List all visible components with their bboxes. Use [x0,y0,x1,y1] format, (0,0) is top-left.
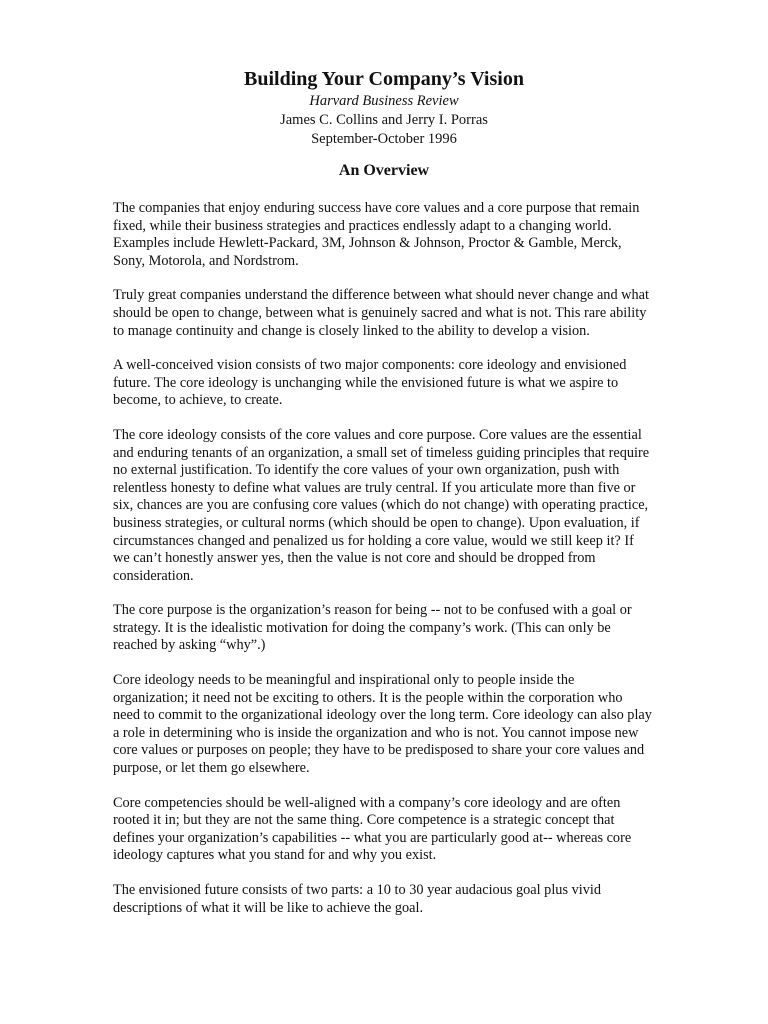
body-text [113,200,653,934]
document-title: Building Your Company’s Vision [244,68,524,90]
publication-date: September-October 1996 [311,131,457,147]
paragraph: Core competencies should be well-aligned with a company’s core ideology and are often rooted it in; but they are not the same thing. Core competence is a strategic concept that defines your organization’s capabilities -- what you are particularly good at-- whereas core ideology captures what you stand for and why you exist. [113,794,632,864]
paragraph: The core purpose is the organization’s reason for being -- not to be confused with a goal or strategy. It is the idealistic motivation for doing the company’s work. (This can only be reached by asking “why”.) [113,602,632,654]
section-heading: An Overview [338,162,430,179]
paragraph: The envisioned future consists of two parts: a 10 to 30 year audacious goal plus vivid descriptions of what it will be like to achieve the goal. [113,882,601,916]
paragraph: The core ideology consists of the core values and core purpose. Core values are the essential and enduring tenants of an organization, a small set of timeless guiding principles that require no external justification. To identify the core values of your own organization, push with relentless honesty to define what values are truly central. If you articulate more than five or six, chances are you are confusing core values (which do not change) with operating practice, business strategies, or cultural norms (which should be open to change). Upon evaluation, if circumstances changed and penalized us for holding a core value, would we still keep it? If we can’t honestly answer yes, then the value is not core and should be dropped from consideration. [113,426,650,584]
paragraph: Core ideology needs to be meaningful and inspirational only to people inside the organization; it need not be exciting to others. It is the people within the corporation who need to commit to the organizational ideology over the long term. Core ideology can also play a role in determining who is inside the organization and who is not. You cannot impose new core values or purposes on people; they have to be predisposed to share your core values and purpose, or let them go elsewhere. [113,672,652,777]
paragraph: Truly great companies understand the difference between what should never change and what should be open to change, between what is genuinely sacred and what is not. This rare ability to manage continuity and change is closely linked to the ability to develop a vision. [113,287,649,339]
paragraph: The companies that enjoy enduring success have core values and a core purpose that remain fixed, while their business strategies and practices endlessly adapt to a changing world. Examples include Hewlett-Packard, 3M, Johnson & Johnson, Proctor & Gamble, Merck, Sony, Motorola, and Nordstrom. [113,200,640,269]
document-header [0,66,768,149]
authors: James C. Collins and Jerry I. Porras [280,112,488,128]
journal-name: Harvard Business Review [309,93,459,109]
paragraph: A well-conceived vision consists of two major components: core ideology and envisioned future. The core ideology is unchanging while the envisioned future is what we aspire to become, to achieve, to create. [113,357,627,409]
